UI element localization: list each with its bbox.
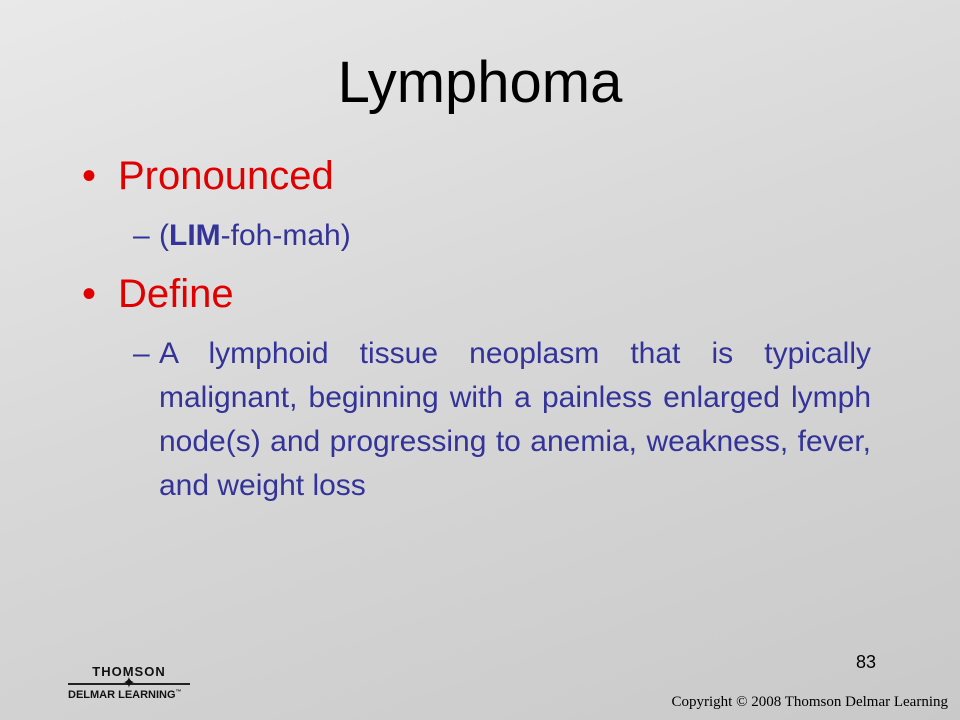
bullet-heading: Define (118, 272, 234, 316)
slide-title: Lymphoma (337, 50, 623, 115)
thomson-delmar-logo (68, 664, 208, 706)
sub-bullet-definition (133, 332, 871, 508)
bullet-list (82, 150, 882, 518)
definition-text: A lymphoid tissue neoplasm that is typically malignant, beginning with a painless enlarged lymph node(s) and progressing to anemia, weakness, fever, and weight loss (159, 337, 871, 502)
bullet-icon: • (82, 272, 97, 316)
copyright-text: Copyright © 2008 Thomson Delmar Learning (671, 694, 948, 710)
pronunciation-stressed-syllable: LIM (169, 219, 221, 252)
bullet-heading: Pronounced (118, 154, 334, 198)
page-number: 83 (856, 652, 877, 672)
logo-bottom-text: DELMAR LEARNING (68, 689, 176, 701)
star-icon: ✦ (122, 675, 136, 692)
pronunciation-prefix: ( (159, 219, 169, 252)
bullet-pronounced (82, 150, 882, 202)
bullet-icon: • (82, 154, 97, 198)
dash-icon: – (133, 337, 150, 370)
sub-bullet-pronunciation (133, 214, 871, 258)
logo-top-word: THOMSON (92, 664, 166, 679)
dash-icon: – (133, 219, 150, 252)
logo-bottom-word (68, 689, 208, 701)
trademark-mark: ™ (175, 689, 182, 696)
bullet-define (82, 268, 882, 320)
pronunciation-rest: -foh-mah) (220, 219, 351, 252)
